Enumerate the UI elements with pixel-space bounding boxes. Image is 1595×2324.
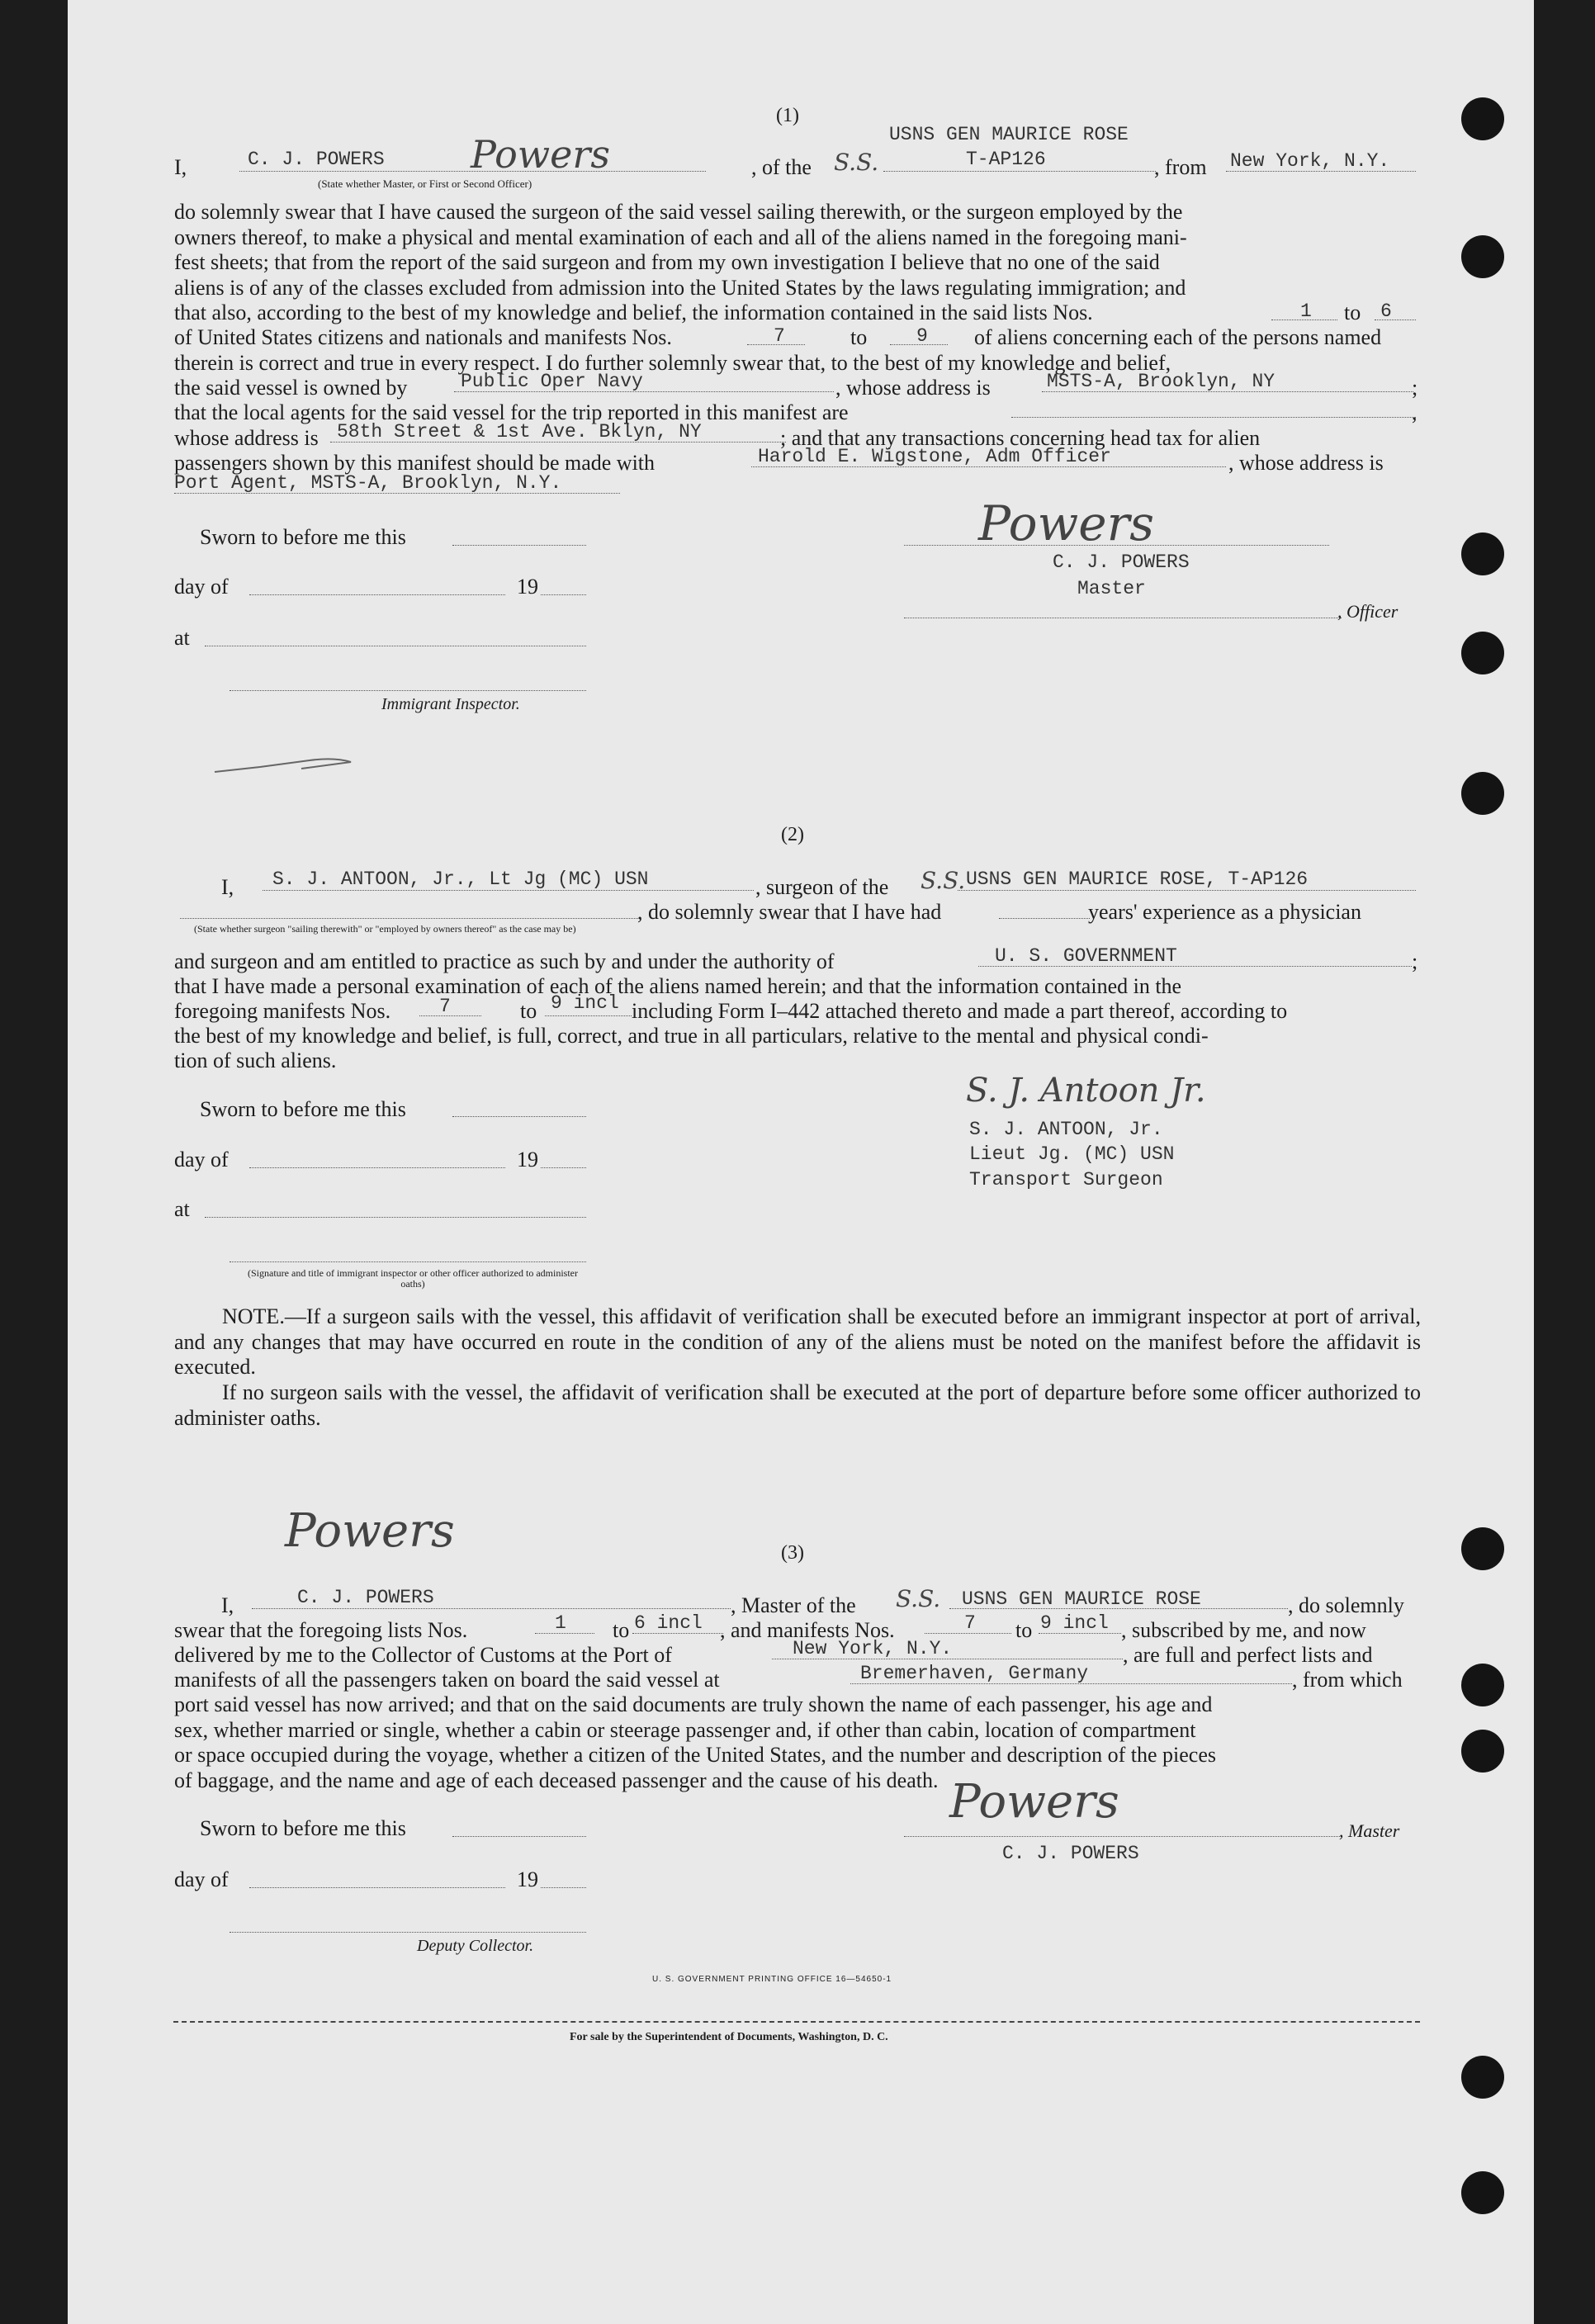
lists-to: 6 (1380, 301, 1392, 322)
officer-signature: Powers (978, 495, 1155, 551)
embark-port: Bremerhaven, Germany (860, 1663, 1089, 1684)
sworn-line (452, 545, 586, 546)
oath-prefix: I, (174, 155, 187, 179)
surgeon-manifest-from: 7 (439, 996, 451, 1017)
punch-hole (1461, 2056, 1504, 2099)
arrival-port: New York, N.Y. (793, 1638, 953, 1659)
day-line (249, 594, 505, 595)
manifest-from: 7 (774, 325, 785, 347)
manifest-to: 9 (916, 325, 928, 347)
master-signature: Powers (949, 1775, 1119, 1829)
day-of-label: day of (174, 1148, 229, 1171)
year-line (541, 1887, 586, 1888)
surgeon-vessel: USNS GEN MAURICE ROSE, T-AP126 (966, 869, 1309, 890)
vessel-code: T-AP126 (966, 149, 1046, 170)
from-line (1226, 171, 1416, 172)
footer-rule (173, 2021, 1420, 2023)
sworn-label: Sworn to before me this (200, 525, 406, 549)
punch-hole (1461, 97, 1504, 140)
text-line: , Master of the (731, 1593, 856, 1617)
text-line: passengers shown by this manifest should be made with (174, 451, 656, 475)
ss-handwritten: S.S. (921, 867, 966, 894)
punch-hole (1461, 772, 1504, 815)
punch-hole (1461, 235, 1504, 278)
master-caption: (State whether Master, or First or Second Officer) (318, 177, 532, 190)
text-line: years' experience as a physician (1088, 900, 1361, 924)
text-line: , and manifests Nos. (720, 1618, 895, 1642)
contact-address: Port Agent, MSTS-A, Brooklyn, N.Y. (174, 472, 562, 494)
text-line: manifests of all the passengers taken on board the said vessel at (174, 1668, 720, 1692)
text-line: , from which (1292, 1668, 1403, 1692)
year-label: 19 (517, 1148, 538, 1171)
text-line: of aliens concerning each of the persons named (974, 325, 1382, 349)
semicolon: ; (1412, 949, 1418, 973)
punch-hole (1461, 532, 1504, 575)
vessel-line (949, 1608, 1288, 1609)
vessel-name: USNS GEN MAURICE ROSE (962, 1588, 1201, 1610)
inspector-line (230, 1261, 586, 1262)
note-paragraph: If no surgeon sails with the vessel, the affidavit of verification shall be executed at the port of departure before some officer authorized to administer oaths. (174, 1380, 1421, 1430)
master-signature: Powers (285, 1504, 455, 1558)
from-port: New York, N.Y. (1230, 150, 1390, 172)
note-paragraph: NOTE.—If a surgeon sails with the vessel, this affidavit of verification shall be executed before an immigrant inspector at port of arrival, and any changes that may have occurred en route in the condition of any of the aliens must be noted on the manifest before the affidavit is executed. (174, 1304, 1421, 1379)
vessel-line (883, 171, 1156, 172)
text-line: the said vessel is owned by (174, 376, 408, 400)
embark-line (850, 1683, 1292, 1684)
head-tax-contact: Harold E. Wigstone, Adm Officer (758, 446, 1111, 467)
oath-paragraph-3 (174, 1692, 1421, 1793)
section-number: (3) (781, 1542, 804, 1564)
year-label: 19 (517, 1867, 538, 1891)
manifest-to-line (890, 344, 948, 345)
to-label: to (850, 325, 868, 349)
text-line: that I have made a personal examination of each of the aliens named herein; and that the information contained in the (174, 974, 1182, 998)
day-line (249, 1167, 505, 1168)
inspector-line (230, 690, 586, 691)
vessel-owner: Public Oper Navy (461, 371, 643, 392)
surgeon-rank: Lieut Jg. (MC) USN (969, 1143, 1175, 1165)
agent-address: 58th Street & 1st Ave. Bklyn, NY (337, 421, 702, 443)
sworn-line (452, 1836, 586, 1837)
surgeon-signed-name: S. J. ANTOON, Jr. (969, 1119, 1163, 1140)
text-line: , are full and perfect lists and (1123, 1643, 1373, 1667)
year-line (541, 594, 586, 595)
section-number: (1) (776, 105, 799, 126)
text-line: that the local agents for the said vessel for the trip reported in this manifest are (174, 400, 849, 424)
text-line: owners thereof, to make a physical and mental examination of each and all of the aliens named in the foregoing mani- (174, 225, 1187, 249)
punch-hole (1461, 632, 1504, 674)
text-line: including Form I–442 attached thereto and made a part thereof, according to (632, 999, 1288, 1023)
manifest-to-line (1039, 1633, 1121, 1634)
at-line (205, 1217, 586, 1218)
year-line (541, 1167, 586, 1168)
manifest-from: 7 (964, 1612, 976, 1634)
to-label: to (520, 999, 537, 1023)
at-label: at (174, 1197, 190, 1221)
pen-mark (211, 747, 359, 780)
text-line: sex, whether married or single, whether a cabin or steerage passenger and, if other than cabin, location of compartment (174, 1717, 1196, 1742)
surgeon-vessel-line (958, 890, 1416, 891)
text-line: of baggage, and the name and age of each deceased passenger and the cause of his death. (174, 1768, 939, 1792)
day-line (249, 1887, 505, 1888)
ss-handwritten: S.S. (834, 149, 879, 176)
punch-hole (1461, 1730, 1504, 1773)
manifest-from-line (747, 344, 805, 345)
text-line: fest sheets; that from the report of the said surgeon and from my own investigation I believe that no one of the said (174, 250, 1160, 274)
sworn-line (452, 1116, 586, 1117)
gpo-imprint: U. S. GOVERNMENT PRINTING OFFICE 16—54650-1 (652, 1975, 892, 1984)
manifest-from-line (925, 1633, 1011, 1634)
day-of-label: day of (174, 575, 229, 599)
inspector-caption: (Signature and title of immigrant inspector or other officer authorized to administer oaths) (248, 1267, 578, 1290)
punch-hole (1461, 1664, 1504, 1706)
text-line: , whose address is (1228, 451, 1384, 475)
owner-line (454, 391, 834, 392)
surgeon-name-line (263, 890, 754, 891)
text-line: or space occupied during the voyage, whether a citizen of the United States, and the number and description of the pieces (174, 1743, 1217, 1767)
at-label: at (174, 626, 190, 650)
authority-line (978, 966, 1412, 967)
text-line: delivered by me to the Collector of Customs at the Port of (174, 1643, 672, 1667)
manifest-to: 9 incl (1040, 1612, 1109, 1634)
text-line: of United States citizens and nationals and manifests Nos. (174, 325, 672, 349)
agents-line (1011, 417, 1416, 418)
master-caption: , Master (1339, 1820, 1400, 1841)
master-name-line (239, 171, 706, 172)
owner-address-line (1042, 391, 1413, 392)
oath-prefix: I, (221, 875, 234, 899)
master-sign-line (904, 1836, 1342, 1837)
comma: , (1412, 400, 1418, 424)
inspector-caption: Immigrant Inspector. (381, 695, 520, 713)
from-label: , from (1154, 155, 1207, 179)
text-line: , surgeon of the (755, 875, 889, 899)
lists-from-line (535, 1633, 594, 1634)
sworn-label: Sworn to before me this (200, 1816, 406, 1840)
officer-name: C. J. POWERS (1053, 551, 1190, 573)
experience-line (999, 918, 1090, 919)
sworn-label: Sworn to before me this (200, 1097, 406, 1121)
of-the-label: , of the (751, 155, 812, 179)
surgeon-signature: S. J. Antoon Jr. (966, 1072, 1206, 1110)
day-of-label: day of (174, 1867, 229, 1891)
surgeon-title: Transport Surgeon (969, 1169, 1163, 1190)
collector-line (230, 1932, 586, 1933)
agent-address-line (330, 442, 786, 443)
text-line: whose address is (174, 426, 319, 450)
text-line: port said vessel has now arrived; and that on the said documents are truly shown the name of each passenger, his age and (174, 1692, 1213, 1716)
surgeon-manifest-from-line (419, 1015, 481, 1016)
sale-notice: For sale by the Superintendent of Documents, Washington, D. C. (570, 2031, 888, 2043)
master-name: C. J. POWERS (248, 149, 385, 170)
text-line: tion of such aliens. (174, 1048, 337, 1072)
text-line: swear that the foregoing lists Nos. (174, 1618, 468, 1642)
text-line: , do solemnly swear that I have had (637, 900, 942, 924)
lists-from-line (1271, 319, 1337, 320)
text-line: ; and that any transactions concerning head tax for alien (780, 426, 1261, 450)
oath-prefix: I, (221, 1593, 234, 1617)
lists-to-line (632, 1633, 723, 1634)
lists-from: 1 (1300, 301, 1312, 322)
surgeon-manifest-to: 9 incl (551, 992, 619, 1014)
signature-line (904, 545, 1329, 546)
lists-to: 6 incl (634, 1612, 703, 1634)
text-line: do solemnly swear that I have caused the surgeon of the said vessel sailing therewith, or the surgeon employed by the (174, 200, 1183, 224)
lists-from: 1 (555, 1612, 566, 1634)
text-line: therein is correct and true in every respect. I do further solemnly swear that, to the best of my knowledge and belief, (174, 351, 1171, 375)
surgeon-manifest-to-line (545, 1015, 632, 1016)
section-number: (2) (781, 824, 804, 845)
to-label: to (1015, 1618, 1033, 1642)
text-line: and surgeon and am entitled to practice as such by and under the authority of (174, 949, 835, 973)
master-name-line (252, 1608, 731, 1609)
master-signature: Powers (471, 132, 610, 177)
master-signed-name: C. J. POWERS (1002, 1843, 1139, 1864)
text-line: aliens is of any of the classes excluded from admission into the United States by the laws regulating immigration; and (174, 275, 1186, 300)
oath-paragraph-1 (174, 200, 1417, 301)
text-line: , do solemnly (1288, 1593, 1404, 1617)
text-line: that also, according to the best of my knowledge and belief, the information contained in the said lists Nos. (174, 301, 1093, 324)
to-label: to (1344, 301, 1361, 324)
practice-authority: U. S. GOVERNMENT (995, 945, 1177, 967)
master-name: C. J. POWERS (297, 1587, 434, 1608)
surgeon-name: S. J. ANTOON, Jr., Lt Jg (MC) USN (272, 869, 649, 890)
officer-title: Master (1077, 578, 1146, 599)
text-line: the best of my knowledge and belief, is full, correct, and true in all particulars, relative to the mental and physical condi- (174, 1024, 1209, 1048)
owner-address: MSTS-A, Brooklyn, NY (1047, 371, 1276, 392)
vessel-name: USNS GEN MAURICE ROSE (889, 124, 1129, 145)
text-line: foregoing manifests Nos. (174, 999, 391, 1023)
punch-hole (1461, 1527, 1504, 1570)
text-line: , subscribed by me, and now (1121, 1618, 1366, 1642)
punch-hole (1461, 2171, 1504, 2214)
surgeon-status-line (180, 918, 638, 919)
year-label: 19 (517, 575, 538, 599)
surgeon-caption: (State whether surgeon "sailing therewith" or "employed by owners thereof" as the case may be) (194, 923, 576, 935)
contact-line (751, 466, 1226, 467)
collector-caption: Deputy Collector. (417, 1937, 534, 1955)
officer-caption: , Officer (1337, 601, 1399, 622)
text-line: , whose address is (835, 376, 991, 400)
to-label: to (613, 1618, 630, 1642)
contact-address-line (174, 493, 620, 494)
semicolon: ; (1412, 376, 1418, 400)
ss-handwritten: S.S. (896, 1585, 941, 1612)
lists-to-line (1375, 319, 1416, 320)
